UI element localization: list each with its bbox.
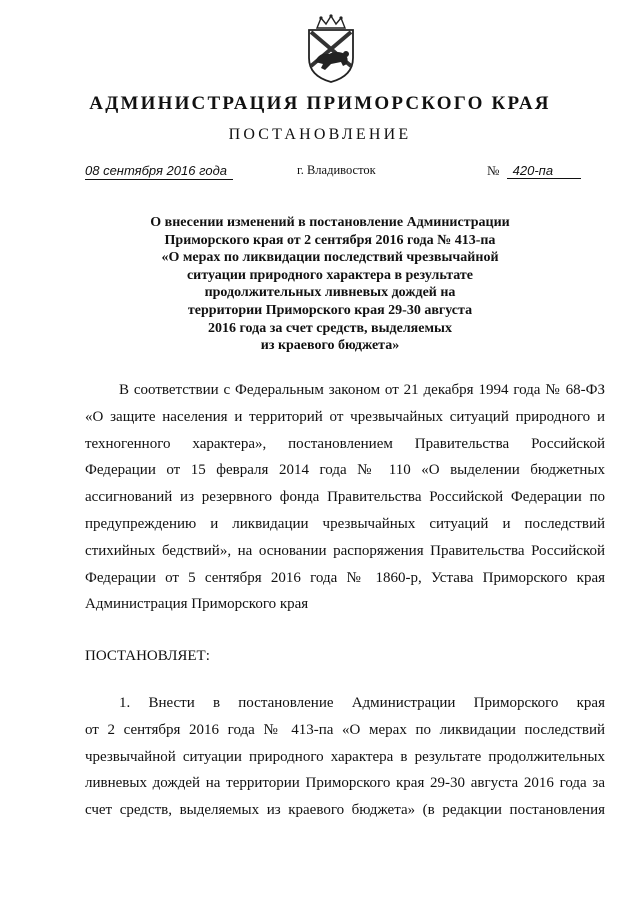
heading-line: О внесении изменений в постановление Администрации [150, 215, 510, 230]
document-type: ПОСТАНОВЛЕНИЕ [228, 126, 412, 143]
heading-line: продолжительных ливневых дождей на [204, 285, 456, 301]
heading-line: «О мерах по ликвидации последствий чрезвычайной [161, 250, 499, 266]
clause-1-paragraph [85, 690, 605, 824]
heading-line: территории Приморского края 29-30 августа [187, 302, 473, 318]
heading-line: из краевого бюджета» [260, 338, 400, 354]
document-heading [120, 214, 540, 355]
coat-of-arms-icon [301, 14, 361, 84]
heading-line: Приморского края от 2 сентября 2016 года № 413-па [164, 232, 496, 248]
paragraph-line: ливневых дождей на территории Приморского края 29-30 августа 2016 года за [85, 775, 605, 792]
paragraph-line: техногенного характера», постановлением Правительства Российской [85, 435, 605, 452]
preamble-paragraph [85, 377, 605, 618]
decree-word-block [85, 643, 605, 670]
paragraph-line: Администрация Приморского края [85, 596, 309, 613]
heading-line: 2016 года за счет средств, выделяемых [208, 320, 452, 336]
paragraph-line: стихийных бедствий», на основании распоряжения Правительства Российской [85, 542, 605, 559]
organization-title: АДМИНИСТРАЦИЯ ПРИМОРСКОГО КРАЯ [89, 93, 551, 114]
document-date: 08 сентября 2016 года [85, 163, 233, 180]
paragraph-line: ассигнований из резервного фонда Правительства Российской Федерации по [85, 489, 605, 506]
paragraph-line: 1. Внести в постановление Администрации Приморского края [119, 695, 605, 711]
paragraph-line: В соответствии с Федеральным законом от 21 декабря 1994 года № 68-ФЗ [119, 382, 605, 398]
paragraph-line: чрезвычайной ситуации природного характера в результате продолжительных [85, 748, 605, 765]
paragraph-line: «О защите населения и территорий от чрезвычайных ситуаций природного и [85, 408, 605, 425]
paragraph-line: от 2 сентября 2016 года № 413-па «О мерах по ликвидации последствий [85, 721, 605, 738]
document-city: г. Владивосток [297, 163, 376, 177]
paragraph-line: счет средств, выделяемых из краевого бюджета» (в редакции постановления [85, 802, 605, 819]
document-number [487, 163, 581, 179]
heading-line: ситуации природного характера в результате [186, 267, 474, 283]
number-prefix: № [487, 163, 500, 178]
paragraph-line: предупреждению и ликвидации чрезвычайных ситуаций и последствий [85, 515, 605, 532]
decree-word: ПОСТАНОВЛЯЕТ: [85, 648, 210, 664]
number-value: 420-па [507, 163, 581, 179]
paragraph-line: Федерации от 5 сентября 2016 года № 1860-р, Устава Приморского края [85, 569, 605, 586]
paragraph-line: Федерации от 15 февраля 2014 года № 110 «О выделении бюджетных [85, 462, 605, 479]
